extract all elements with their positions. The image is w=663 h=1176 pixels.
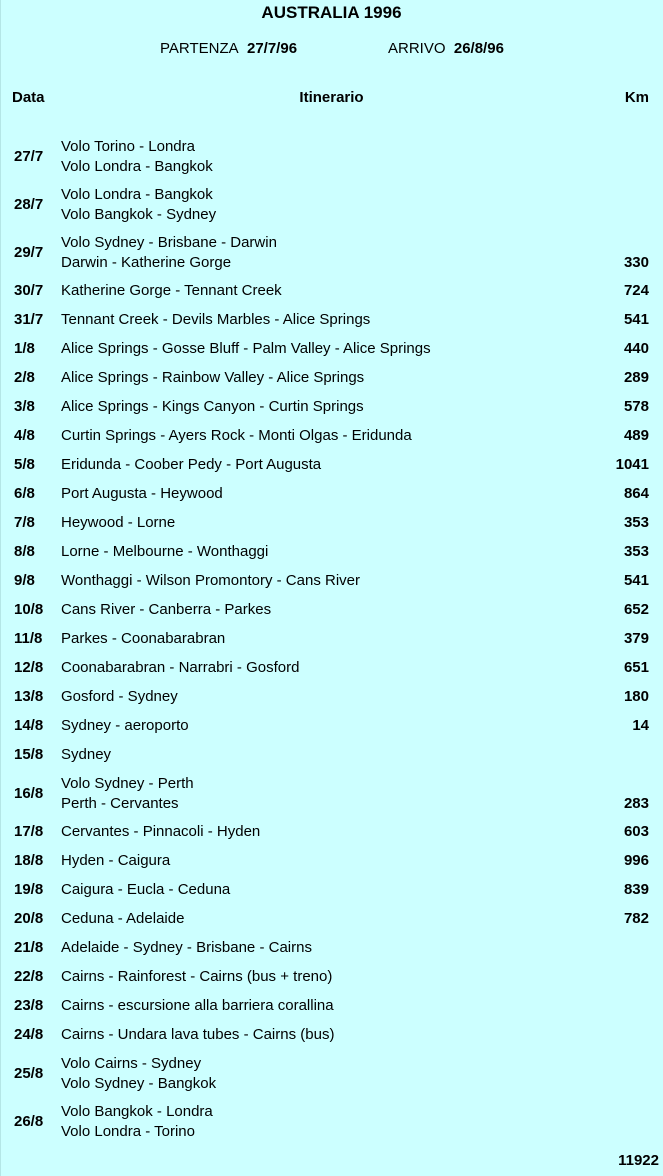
row-km: 603: [623, 823, 649, 840]
itinerary-line: Heywood - Lorne: [61, 514, 176, 531]
itinerary-line: Alice Springs - Gosse Bluff - Palm Valley - Alice Springs: [61, 340, 431, 357]
row-date: 9/8: [14, 572, 35, 589]
row-date: 10/8: [14, 601, 44, 618]
table-row: [0, 368, 663, 397]
row-date: 18/8: [14, 852, 44, 869]
itinerary-line: Caigura - Eucla - Ceduna: [61, 881, 231, 898]
row-itinerary: [61, 542, 268, 562]
table-row: [0, 426, 663, 455]
row-date: 6/8: [14, 485, 35, 502]
itinerary-line: Perth - Cervantes: [61, 795, 179, 812]
row-itinerary: [61, 851, 170, 871]
row-itinerary: [61, 397, 364, 417]
row-date: 12/8: [14, 659, 44, 676]
row-itinerary: [61, 967, 332, 987]
row-km: 180: [623, 688, 649, 705]
row-itinerary: [61, 996, 334, 1016]
itinerary-line: Parkes - Coonabarabran: [61, 630, 226, 647]
row-itinerary: [61, 310, 370, 330]
row-km: 283: [623, 795, 649, 812]
table-row: [0, 967, 663, 996]
table-row: [0, 513, 663, 542]
row-km: 14: [632, 717, 649, 734]
itinerary-line: Volo Torino - Londra: [61, 138, 195, 155]
itinerary-line: Sydney: [61, 746, 112, 763]
table-row: [0, 542, 663, 571]
row-itinerary: [61, 339, 431, 359]
row-date: 2/8: [14, 369, 35, 386]
row-km: 489: [623, 427, 649, 444]
row-itinerary: [61, 185, 216, 225]
table-row: [0, 455, 663, 484]
table-row: [0, 571, 663, 600]
row-km: 651: [623, 659, 649, 676]
table-row: [0, 339, 663, 368]
row-date: 3/8: [14, 398, 35, 415]
row-km: 724: [623, 282, 649, 299]
row-date: 21/8: [14, 939, 44, 956]
row-itinerary: [61, 774, 194, 814]
table-row: [0, 851, 663, 880]
column-header-itinerary: Itinerario: [299, 89, 364, 106]
row-itinerary: [61, 938, 312, 958]
row-km: 578: [623, 398, 649, 415]
row-date: 29/7: [14, 244, 44, 261]
itinerary-line: Volo Londra - Bangkok: [61, 186, 213, 203]
row-km: 652: [623, 601, 649, 618]
arrival-label: ARRIVO: [388, 40, 446, 57]
itinerary-line: Volo Sydney - Brisbane - Darwin: [61, 234, 277, 251]
itinerary-line: Alice Springs - Kings Canyon - Curtin Springs: [61, 398, 364, 415]
row-date: 16/8: [14, 785, 44, 802]
row-date: 4/8: [14, 427, 35, 444]
itinerary-line: Port Augusta - Heywood: [61, 485, 223, 502]
itinerary-line: Katherine Gorge - Tennant Creek: [61, 282, 282, 299]
table-row: [0, 909, 663, 938]
table-row: [0, 774, 663, 822]
itinerary-line: Lorne - Melbourne - Wonthaggi: [61, 543, 269, 560]
row-date: 31/7: [14, 311, 44, 328]
row-date: 11/8: [14, 630, 43, 647]
row-km: 1041: [615, 456, 649, 473]
itinerary-line: Sydney - aeroporto: [61, 717, 189, 734]
table-row: [0, 185, 663, 233]
table-row: [0, 1025, 663, 1054]
row-itinerary: [61, 600, 271, 620]
table-row: [0, 822, 663, 851]
row-itinerary: [61, 571, 360, 591]
table-row: [0, 310, 663, 339]
itinerary-line: Coonabarabran - Narrabri - Gosford: [61, 659, 300, 676]
row-itinerary: [61, 745, 111, 765]
row-date: 22/8: [14, 968, 44, 985]
departure-info: [160, 40, 297, 58]
row-itinerary: [61, 281, 282, 301]
row-itinerary: [61, 426, 412, 446]
row-itinerary: [61, 513, 175, 533]
row-date: 27/7: [14, 148, 44, 165]
table-row: [0, 629, 663, 658]
row-itinerary: [61, 822, 260, 842]
table-row: [0, 233, 663, 281]
itinerary-line: Volo Bangkok - Sydney: [61, 206, 217, 223]
table-row: [0, 880, 663, 909]
table-row: [0, 397, 663, 426]
row-itinerary: [61, 1054, 216, 1094]
itinerary-line: Volo Cairns - Sydney: [61, 1055, 202, 1072]
arrival-date: 26/8/96: [453, 40, 504, 57]
row-km: 330: [623, 254, 649, 271]
row-date: 19/8: [14, 881, 44, 898]
row-date: 1/8: [14, 340, 35, 357]
itinerary-line: Volo Londra - Torino: [61, 1123, 195, 1140]
itinerary-line: Eridunda - Coober Pedy - Port Augusta: [61, 456, 322, 473]
row-km: 541: [623, 572, 649, 589]
row-date: 14/8: [14, 717, 44, 734]
departure-date: 27/7/96: [246, 40, 298, 57]
itinerary-line: Volo Sydney - Bangkok: [61, 1075, 217, 1092]
row-date: 28/7: [14, 196, 44, 213]
itinerary-line: Wonthaggi - Wilson Promontory - Cans River: [61, 572, 360, 589]
itinerary-line: Cervantes - Pinnacoli - Hyden: [61, 823, 261, 840]
row-date: 13/8: [14, 688, 44, 705]
itinerary-line: Darwin - Katherine Gorge: [61, 254, 232, 271]
table-row: [0, 745, 663, 774]
itinerary-line: Curtin Springs - Ayers Rock - Monti Olgas - Eridunda: [61, 427, 412, 444]
page-title: AUSTRALIA 1996: [261, 3, 402, 22]
row-itinerary: [61, 484, 223, 504]
row-itinerary: [61, 687, 178, 707]
itinerary-line: Ceduna - Adelaide: [61, 910, 185, 927]
itinerary-line: Tennant Creek - Devils Marbles - Alice Springs: [61, 311, 371, 328]
row-date: 5/8: [14, 456, 35, 473]
row-date: 7/8: [14, 514, 35, 531]
itinerary-line: Volo Londra - Bangkok: [61, 158, 213, 175]
row-km: 782: [623, 910, 649, 927]
row-itinerary: [61, 368, 364, 388]
row-date: 26/8: [14, 1113, 44, 1130]
row-itinerary: [61, 629, 225, 649]
itinerary-line: Volo Sydney - Perth: [61, 775, 194, 792]
row-itinerary: [61, 1102, 213, 1142]
column-header-km: Km: [624, 89, 649, 106]
total-km: 11922: [618, 1152, 659, 1169]
row-date: 20/8: [14, 910, 44, 927]
row-km: 353: [623, 514, 649, 531]
row-itinerary: [61, 455, 321, 475]
itinerary-line: Gosford - Sydney: [61, 688, 178, 705]
table-row: [0, 716, 663, 745]
departure-label: PARTENZA: [160, 40, 239, 57]
row-itinerary: [61, 137, 213, 177]
itinerary-line: Hyden - Caigura: [61, 852, 171, 869]
table-row: [0, 281, 663, 310]
row-itinerary: [61, 1025, 334, 1045]
table-row: [0, 687, 663, 716]
row-date: 24/8: [14, 1026, 44, 1043]
itinerary-line: Cans River - Canberra - Parkes: [61, 601, 272, 618]
row-km: 440: [623, 340, 649, 357]
table-row: [0, 1102, 663, 1150]
row-itinerary: [61, 880, 230, 900]
itinerary-line: Cairns - Undara lava tubes - Cairns (bus): [61, 1026, 335, 1043]
row-itinerary: [61, 658, 299, 678]
row-itinerary: [61, 909, 184, 929]
table-row: [0, 484, 663, 513]
row-km: 996: [623, 852, 649, 869]
itinerary-line: Cairns - escursione alla barriera corallina: [61, 997, 334, 1014]
row-itinerary: [61, 233, 277, 273]
row-date: 30/7: [14, 282, 44, 299]
row-date: 17/8: [14, 823, 44, 840]
column-header-date: Data: [12, 89, 45, 106]
itinerary-line: Adelaide - Sydney - Brisbane - Cairns: [61, 939, 312, 956]
table-row: [0, 658, 663, 687]
row-itinerary: [61, 716, 189, 736]
itinerary-line: Cairns - Rainforest - Cairns (bus + treno): [61, 968, 333, 985]
row-date: 8/8: [14, 543, 35, 560]
row-km: 379: [623, 630, 649, 647]
table-row: [0, 996, 663, 1025]
row-km: 353: [623, 543, 649, 560]
row-date: 25/8: [14, 1065, 44, 1082]
itinerary-table: [0, 137, 663, 1150]
arrival-info: [388, 40, 504, 58]
row-km: 541: [623, 311, 649, 328]
row-km: 839: [623, 881, 649, 898]
table-row: [0, 600, 663, 629]
table-row: [0, 1054, 663, 1102]
table-row: [0, 137, 663, 185]
row-date: 15/8: [14, 746, 44, 763]
itinerary-line: Volo Bangkok - Londra: [61, 1103, 213, 1120]
itinerary-line: Alice Springs - Rainbow Valley - Alice Springs: [61, 369, 365, 386]
row-km: 864: [623, 485, 649, 502]
table-row: [0, 938, 663, 967]
row-date: 23/8: [14, 997, 44, 1014]
row-km: 289: [623, 369, 649, 386]
